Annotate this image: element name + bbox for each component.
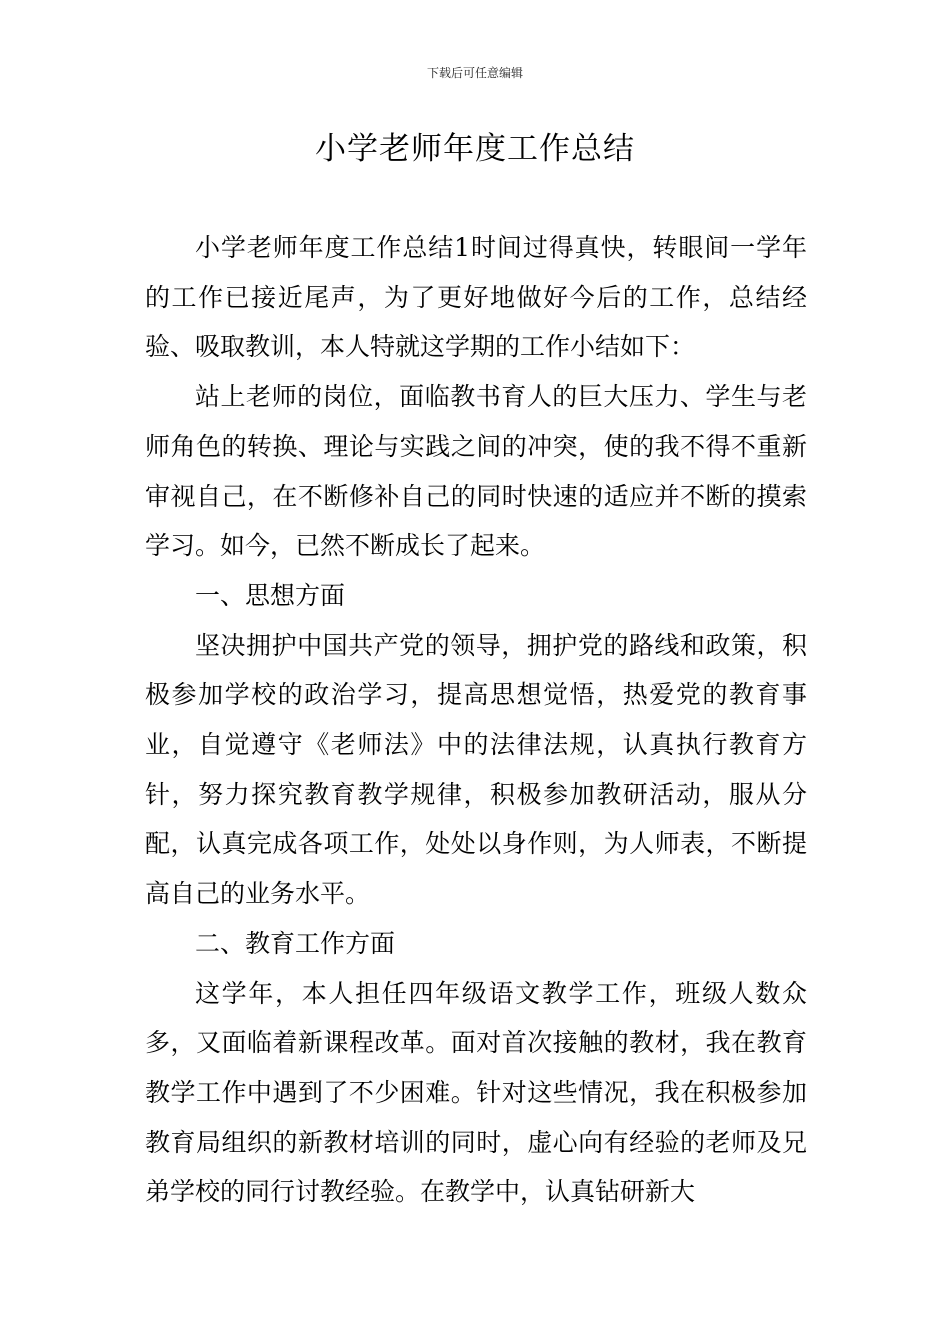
page-header-note: 下载后可任意编辑 (426, 66, 523, 80)
section-heading-education-work: 二、教育工作方面 (195, 928, 396, 958)
document-body (145, 223, 807, 1217)
paragraph-ideology: 坚决拥护中国共产党的领导，拥护党的路线和政策，积极参加学校的政治学习，提高思想觉悟，热爱党的教育事业，自觉遵守《老师法》中的法律法规，认真执行教育方针，努力探究教育教学规律，积极参加教研活动，服从分配，认真完成各项工作，处处以身作则，为人师表，不断提高自己的业务水平。 (145, 630, 807, 909)
paragraph-education-work: 这学年，本人担任四年级语文教学工作，班级人数众多，又面临着新课程改革。面对首次接触的教材，我在教育教学工作中遇到了不少困难。针对这些情况，我在积极参加教育局组织的新教材培训的同时，虚心向有经验的老师及兄弟学校的同行讨教经验。在教学中，认真钻研新大 (145, 978, 807, 1207)
section-heading-ideology: 一、思想方面 (195, 580, 346, 610)
paragraph-role-transition: 站上老师的岗位，面临教书育人的巨大压力、学生与老师角色的转换、理论与实践之间的冲突，使的我不得不重新审视自己，在不断修补自己的同时快速的适应并不断的摸索学习。如今，已然不断成长了起来。 (145, 382, 807, 561)
paragraph-intro: 小学老师年度工作总结1时间过得真快，转眼间一学年的工作已接近尾声，为了更好地做好今后的工作，总结经验、吸取教训，本人特就这学期的工作小结如下： (145, 233, 807, 362)
document-title: 小学老师年度工作总结 (315, 131, 635, 167)
